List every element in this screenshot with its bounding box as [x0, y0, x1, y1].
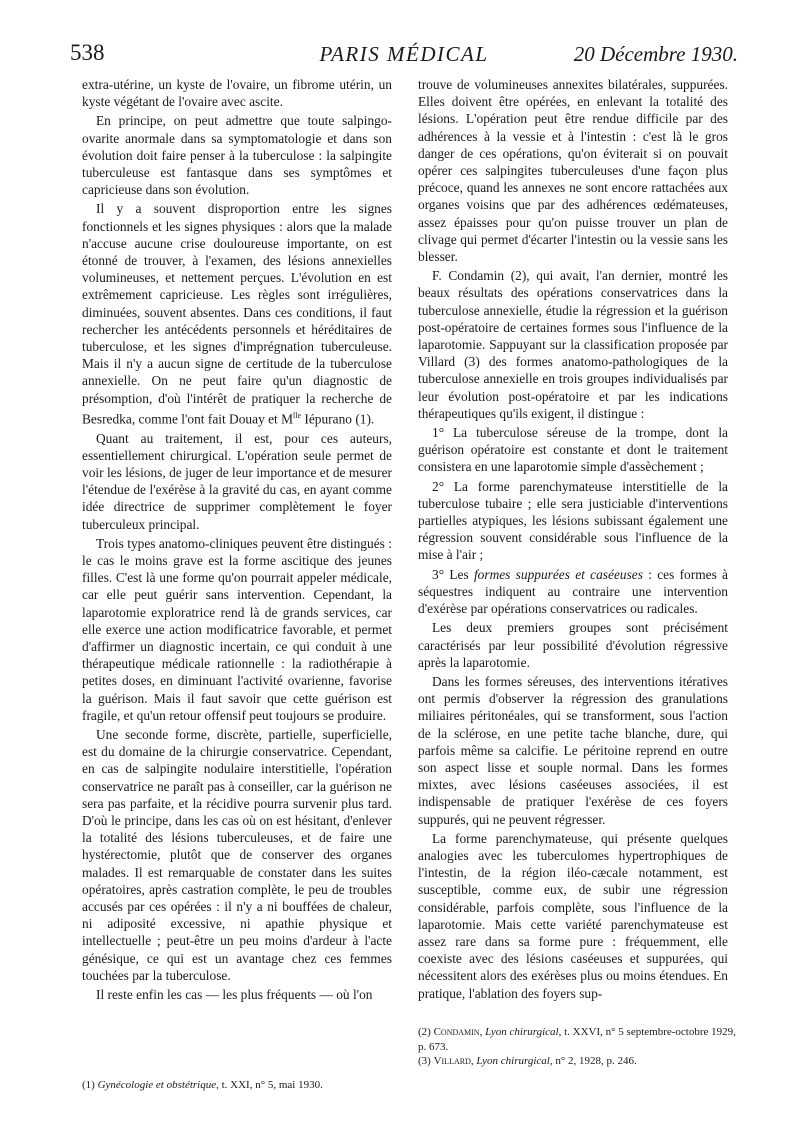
footnote-journal: Lyon chirurgical — [476, 1055, 550, 1067]
superscript: lle — [293, 410, 302, 420]
footnote-rest: , t. XXI, n° 5, mai 1930. — [216, 1079, 323, 1091]
right-column — [418, 76, 728, 1002]
journal-title: PARIS MÉDICAL — [319, 42, 489, 66]
footnote-number: (2) — [418, 1026, 434, 1038]
footnote-author: Condamin — [433, 1026, 480, 1038]
footnotes-right — [418, 1025, 738, 1069]
page-header — [70, 40, 738, 72]
list-item — [418, 566, 728, 618]
text-run: Il y a souvent disproportion entre les signes fonctionnels et les signes physiques : alors que la malade n'accuse aucune crise douloureuse importante, on est étonné de trouver, à l'examen, des lésions annexielles volumineuses, et nettement perçues. L'évolution en est extrêmement capricieuse. Les règles sont irrégulières, diminuées, souvent absentes. Dans ces conditions, il faut rechercher les antécédents personnels et héréditaires de tuberculose, et les signes d'imprégnation tuberculeuse. Mais il n'y a aucun signe de certitude de la tuberculose annexielle. On ne peut faire qu'un diagnostic de présomption, d'où l'intérêt de pratiquer la recherche de Besredka, comme l'ont fait Douay et M — [82, 201, 392, 427]
text-run: : ces formes à séquestres indiquent au contraire une intervention d'exérèse par opérations conservatrices ou radicales. — [418, 566, 728, 617]
paragraph — [82, 200, 392, 427]
paragraph: extra-utérine, un kyste de l'ovaire, un fibrome utérin, un kyste végétant de l'ovaire avec ascite. — [82, 77, 392, 110]
footnotes-left — [82, 1078, 402, 1093]
footnote-journal: Lyon chirurgical — [485, 1026, 559, 1038]
list-item: 2° La forme parenchymateuse interstitielle de la tuberculose tubaire ; elle sera justiciable d'interventions partielles atypiques, les lésions subissant également une régression souvent considérable sous l'influence de la mise à l'air ; — [418, 478, 728, 563]
footnote-rest: , t. XXVI, n° 5 septembre-octobre 1929, p. 673. — [418, 1026, 736, 1053]
paragraph: Les deux premiers groupes sont précisément caractérisés par leur possibilité d'évolution régressive après la laparotomie. — [418, 620, 728, 670]
footnote-author: Villard — [433, 1055, 471, 1067]
text-run: Iépurano (1). — [301, 411, 375, 427]
issue-date: 20 Décembre 1930. — [573, 42, 738, 66]
footnote-number: (1) — [82, 1079, 98, 1091]
paragraph: Dans les formes séreuses, des interventions itératives ont permis d'observer la régression des granulations miliaires péritonéales, qui se transforment, sous l'action de la sclérose, en une petite tache blanche, dure, qui parfois même sa calcifie. Le péritoine reprend en outre son aspect lisse et souple normal. Dans les formes mixtes, avec lésions caséeuses associées, il est indispensable de pratiquer l'exérèse de ces foyers suppurés, qui ne peuvent régresser. — [418, 673, 728, 827]
list-item: 1° La tuberculose séreuse de la trompe, dont la guérison opératoire est constante et dont le traitement consistera en une laparotomie simple d'assèchement ; — [418, 425, 728, 475]
left-column — [82, 76, 392, 1003]
paragraph: trouve de volumineuses annexites bilatérales, suppurées. Elles doivent être opérées, en enlevant la totalité des lésions. L'opération peut être rendue difficile par des adhérences à la vessie et à l'intestin : c'est là le gros danger de ces opérations, qu'on éviterait si on pouvait opérer ces salpingites tuberculeuses d'une façon plus précoce, quand les annexes ne sont encore rattachées aux organes voisins que par des adhérences œdémateuses, assez épaisses pour qu'on puisse trouver un plan de clivage qui permet d'écarter l'intestin ou la vessie sans les blesser. — [418, 77, 728, 265]
paragraph: Trois types anatomo-cliniques peuvent être distingués : le cas le moins grave est la forme ascitique des jeunes filles. C'est là une forme qu'on pourrait appeler médicale, car elle peut guérir sans intervention. Cependant, la laparotomie exploratrice rend là de grands services, car elle exerce une action modificatrice favorable, et permet d'affirmer un diagnostic incertain, ce qui conduit à une thérapeutique médicale rationnelle : la radiothérapie à petites doses, en diminuant l'activité ovarienne, favorise la guérison. Mais il faut savoir que cette guérison est fragile, et qu'un retour offensif peut toujours se produire. — [82, 535, 392, 723]
paragraph: Il reste enfin les cas — les plus fréquents — où l'on — [96, 987, 373, 1003]
emphasis: formes suppurées et caséeuses — [473, 566, 643, 582]
footnote: (3) Villard, Lyon chirurgical, n° 2, 1928, p. 246. — [418, 1055, 637, 1067]
footnote-journal: Gynécologie et obstétrique — [97, 1079, 217, 1091]
footnote-number: (3) — [418, 1055, 434, 1067]
footnote-rest: , n° 2, 1928, p. 246. — [549, 1055, 637, 1067]
paragraph: F. Condamin (2), qui avait, l'an dernier, montré les beaux résultats des opérations conservatrices dans la tuberculose annexielle, étudie la régression et la guérison post-opératoire de certaines formes sous l'influence de la laparotomie. Sappuyant sur la classification proposée par Villard (3) des formes anatomo-pathologiques de la tuberculose annexielle en trois groupes individualisés par leur évolution post-opératoire et par les indications thérapeutiques qu'ils exigent, il distingue : — [418, 268, 728, 421]
paragraph: Quant au traitement, il est, pour ces auteurs, essentiellement chirurgical. L'opération seule permet de voir les lésions, de juger de leur importance et de mesurer l'étendue de l'exérèse à la gravité du cas, en ayant comme idée directrice de supprimer complètement le foyer tuberculeux principal. — [82, 430, 392, 532]
footnote — [82, 1078, 402, 1093]
footnote: (2) Condamin, Lyon chirurgical, t. XXVI, n° 5 septembre-octobre 1929, p. 673. — [418, 1026, 736, 1053]
paragraph: La forme parenchymateuse, qui présente quelques analogies avec les tuberculomes hypertrophiques de l'intestin, de la région iléo-cæcale notamment, est susceptible, comme eux, de subir une régression considérable, parfois complète, sous l'influence de la laparotomie. Mais cette variété parenchymateuse est assez rare dans sa forme pure : fréquemment, elle coexiste avec des lésions caséeuses et suppurées, qui nécessitent alors des exérèses plus ou moins étendues. En pratique, l'ablation des foyers sup- — [418, 830, 728, 1001]
page-number: 538 — [70, 40, 105, 65]
paragraph: En principe, on peut admettre que toute salpingo-ovarite anormale dans sa symptomatologie et dans son évolution doit faire penser à la tuberculose : la salpingite tuberculeuse est fantasque dans ses symptômes et capricieuse dans son évolution. — [82, 113, 392, 198]
paragraph: Une seconde forme, discrète, partielle, superficielle, est du domaine de la chirurgie conservatrice. Cependant, en cas de salpingite nodulaire interstitielle, l'opération conservatrice ne paraît pas à conseiller, car la guérison ne sera pas parfaite, et la récidive pourra survenir plus tard. D'où le principe, dans les cas où on est hésitant, d'enlever la totalité des lésions tuberculeuses, et de faire une hystérectomie, plutôt que de conserver des organes malades. Il est remarquable de constater dans les suites opératoires, après castration complète, le peu de troubles accusés par ces opérées : il n'y a ni bouffées de chaleur, ni adiposité excessive, ni apathie physique et intellectuelle ; peut-être un peu moins d'ardeur à l'acte génésique, ce qui est un avantage chez ces femmes touchées par la tuberculose. — [82, 726, 392, 983]
text-run: 3° Les — [432, 566, 474, 582]
